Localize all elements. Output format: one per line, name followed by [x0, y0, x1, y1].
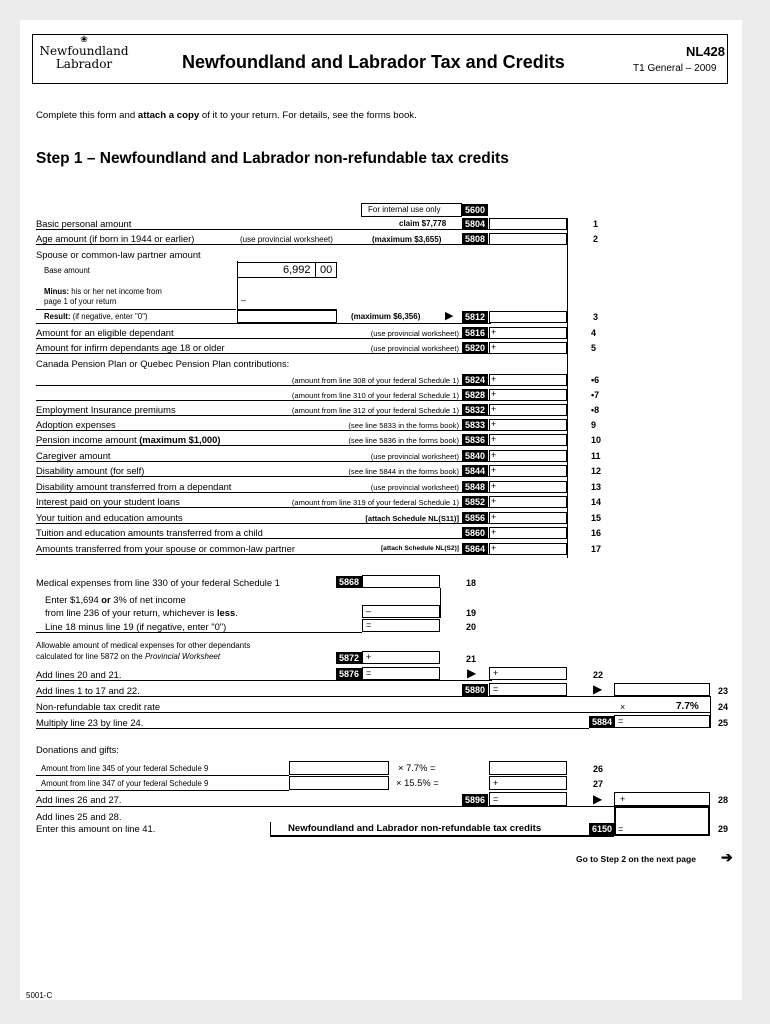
line-number: 15: [591, 513, 602, 523]
line-9-row: Adoption expenses: [36, 419, 491, 431]
line-27-input[interactable]: [489, 776, 567, 790]
line-10-code: 5836: [462, 434, 488, 446]
plus-sign: +: [491, 512, 497, 522]
pitcher-plant-icon: ❀: [80, 35, 88, 45]
line-12-input[interactable]: [489, 465, 567, 477]
form-title: Newfoundland and Labrador Tax and Credits: [182, 52, 565, 72]
line-15-note: [attach Schedule NL(S11)]: [365, 514, 459, 523]
line-5-note: (use provincial worksheet): [370, 344, 459, 353]
line-14-code: 5852: [462, 496, 488, 508]
line-5-input[interactable]: [489, 342, 567, 354]
line-number: 9: [591, 420, 597, 430]
form-code: 5001-C: [26, 991, 53, 1000]
arrow-icon: ▶: [593, 682, 603, 696]
line-number: •8: [591, 405, 600, 415]
line-347-input[interactable]: [289, 776, 389, 790]
code-5600: 5600: [462, 204, 488, 216]
line-23-input[interactable]: [614, 683, 710, 696]
plus-sign: +: [491, 481, 497, 491]
line-6-code: 5824: [462, 374, 488, 386]
plus-sign: +: [491, 389, 497, 399]
amount-column-left: [567, 218, 568, 558]
line-11-code: 5840: [462, 450, 488, 462]
line-number: 14: [591, 497, 602, 507]
line-28-calc[interactable]: [489, 792, 567, 806]
line-16-row: Tuition and education amounts transferred from a child: [36, 527, 491, 539]
line-16-code: 5860: [462, 527, 488, 539]
plus-sign: +: [491, 465, 497, 475]
line-3-input[interactable]: [489, 311, 567, 323]
line-9-input[interactable]: [489, 419, 567, 431]
line-14-row: Interest paid on your student loans: [36, 496, 491, 508]
line-11-note: (use provincial worksheet): [370, 452, 459, 461]
line-4-row: Amount for an eligible dependant: [36, 327, 491, 339]
line-20-input[interactable]: [362, 619, 440, 632]
line-16-input[interactable]: [489, 527, 567, 539]
line-number: 16: [591, 528, 602, 538]
line-13-code: 5848: [462, 481, 488, 493]
line-14-note: (amount from line 319 of your federal Schedule 1): [291, 498, 459, 507]
line-6-input[interactable]: [489, 374, 567, 386]
spouse-result-field[interactable]: [237, 310, 337, 323]
line-7-note: (amount from line 310 of your federal Schedule 1): [291, 391, 459, 400]
line-number: 13: [591, 482, 602, 492]
line-8-code: 5832: [462, 404, 488, 416]
line-1-row: Basic personal amount: [36, 218, 491, 230]
line-1-input[interactable]: [489, 218, 567, 230]
line-8-note: (amount from line 312 of your federal Schedule 1): [291, 406, 459, 415]
line-21-input[interactable]: [362, 651, 440, 664]
line-12-note: (see line 5844 in the forms book): [348, 467, 459, 476]
logo-line2: Labrador: [55, 57, 113, 71]
plus-sign: +: [491, 342, 497, 352]
plus-sign: +: [491, 496, 497, 506]
line-14-input[interactable]: [489, 496, 567, 508]
line-28-input[interactable]: [614, 792, 710, 806]
line-6-note: (amount from line 308 of your federal Schedule 1): [291, 376, 459, 385]
line-13-input[interactable]: [489, 481, 567, 493]
arrow-icon: ▶: [467, 666, 477, 680]
line-2-row: Age amount (if born in 1944 or earlier): [36, 233, 491, 245]
line-number: 17: [591, 544, 602, 554]
plus-sign: +: [491, 450, 497, 460]
line-11-input[interactable]: [489, 450, 567, 462]
form-subtitle: T1 General – 2009: [633, 63, 717, 74]
plus-sign: +: [491, 434, 497, 444]
line-17-input[interactable]: [489, 543, 567, 555]
line-22-input[interactable]: [489, 667, 567, 680]
line-13-note: (use provincial worksheet): [370, 483, 459, 492]
line-number: 12: [591, 466, 602, 476]
line-12-code: 5844: [462, 465, 488, 477]
line-26-input[interactable]: [489, 761, 567, 775]
line-12-row: Disability amount (for self): [36, 465, 491, 477]
line-10-row: Pension income amount (maximum $1,000): [36, 434, 491, 446]
line-4-input[interactable]: [489, 327, 567, 339]
line-15-input[interactable]: [489, 512, 567, 524]
line-number: •6: [591, 375, 600, 385]
line-5-row: Amount for infirm dependants age 18 or older: [36, 342, 491, 354]
plus-sign: +: [491, 543, 497, 553]
line-number: 4: [591, 328, 597, 338]
next-page-link[interactable]: Go to Step 2 on the next page: [576, 854, 696, 864]
line-11-row: Caregiver amount: [36, 450, 491, 462]
line-29-input[interactable]: [614, 806, 710, 836]
line-25-input[interactable]: [614, 715, 710, 728]
line-number: •7: [591, 390, 600, 400]
line-4-note: (use provincial worksheet): [370, 329, 459, 338]
line-4-code: 5816: [462, 327, 488, 339]
line-22-calc[interactable]: [362, 667, 440, 680]
arrow-icon: ▶: [445, 310, 454, 322]
plus-sign: +: [491, 327, 497, 337]
line-5-code: 5820: [462, 342, 488, 354]
line-2-input[interactable]: [489, 233, 567, 245]
line-13-row: Disability amount transferred from a dependant: [36, 481, 491, 493]
line-19-input[interactable]: [362, 605, 440, 618]
line-17-row: Amounts transferred from your spouse or common-law partner: [36, 543, 491, 555]
step1-title: Step 1 – Newfoundland and Labrador non-refundable tax credits: [36, 150, 509, 167]
line-10-input[interactable]: [489, 434, 567, 446]
line-17-code: 5864: [462, 543, 488, 555]
line-15-code: 5856: [462, 512, 488, 524]
cpp-heading: Canada Pension Plan or Quebec Pension Plan contributions:: [36, 358, 290, 369]
line-number: 5: [591, 343, 597, 353]
internal-use-label: For internal use only: [368, 205, 441, 214]
line-number: 11: [591, 451, 601, 461]
line-17-note: [attach Schedule NL(S2)]: [380, 545, 459, 552]
arrow-icon: ▶: [593, 792, 603, 806]
province-logo: [36, 36, 132, 82]
line-9-code: 5833: [462, 419, 488, 431]
plus-sign: +: [491, 419, 497, 429]
arrow-right-icon: ➔: [721, 849, 733, 865]
plus-sign: +: [491, 374, 497, 384]
line-15-row: Your tuition and education amounts: [36, 512, 491, 524]
line-345-input[interactable]: [289, 761, 389, 775]
line-18-input[interactable]: [362, 575, 440, 588]
line-7-code: 5828: [462, 389, 488, 401]
line-23-calc[interactable]: [489, 683, 567, 696]
line-number: 10: [591, 435, 602, 445]
intro-text: Complete this form and attach a copy of it to your return. For details, see the forms book.: [36, 110, 417, 121]
form-id: NL428: [686, 44, 726, 59]
line-9-note: (see line 5833 in the forms book): [348, 421, 459, 430]
plus-sign: +: [491, 404, 497, 414]
line-10-note: (see line 5836 in the forms book): [348, 436, 459, 445]
line-8-row: Employment Insurance premiums: [36, 404, 491, 416]
line-7-input[interactable]: [489, 389, 567, 401]
logo-line1: Newfoundland: [39, 44, 129, 58]
line-8-input[interactable]: [489, 404, 567, 416]
plus-sign: +: [491, 527, 497, 537]
